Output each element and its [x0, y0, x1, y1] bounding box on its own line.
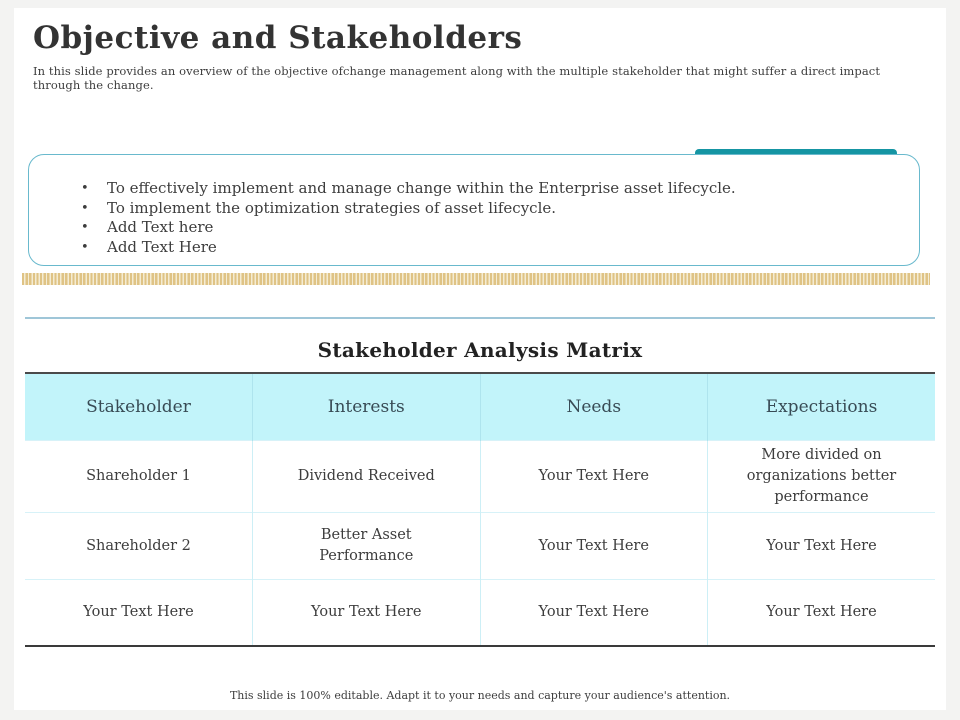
gold-striped-divider — [22, 273, 930, 285]
table-cell: Your Text Here — [708, 580, 936, 647]
table-cell: Your Text Here — [480, 580, 708, 647]
table-row — [25, 441, 935, 513]
objective-box — [28, 154, 920, 266]
objective-bullet: • To effectively implement and manage change within the Enterprise asset lifecycle. — [81, 179, 919, 199]
column-header-expectations: Expectations — [708, 373, 936, 441]
horizontal-rule — [25, 317, 935, 319]
table-cell: Your Text Here — [480, 441, 708, 513]
table-row — [25, 580, 935, 647]
table-cell: Your Text Here — [253, 580, 481, 647]
column-header-needs: Needs — [480, 373, 708, 441]
stakeholder-matrix-table — [25, 372, 935, 647]
table-cell: Shareholder 2 — [25, 513, 253, 580]
slide-canvas — [14, 8, 946, 710]
column-header-interests: Interests — [253, 373, 481, 441]
table-cell: Dividend Received — [253, 441, 481, 513]
editable-note: This slide is 100% editable. Adapt it to your needs and capture your audience's attention. — [229, 689, 731, 702]
table-cell: Your Text Here — [480, 513, 708, 580]
table-header-row — [25, 373, 935, 441]
page-title: Objective and Stakeholders — [33, 20, 523, 56]
table-cell: More divided on organizations better performance — [708, 441, 936, 513]
matrix-title: Stakeholder Analysis Matrix — [317, 338, 643, 362]
objective-bullet-list — [29, 155, 919, 257]
page-subtitle: In this slide provides an overview of the objective ofchange management along with the multiple stakeholder that might suffer a direct impact through the change. — [33, 64, 881, 92]
column-header-stakeholder: Stakeholder — [25, 373, 253, 441]
table-cell: Your Text Here — [708, 513, 936, 580]
objective-bullet: • To implement the optimization strategies of asset lifecycle. — [81, 199, 919, 219]
table-cell: Better Asset Performance — [253, 513, 481, 580]
objective-bullet: • Add Text here — [81, 218, 919, 238]
table-cell: Shareholder 1 — [25, 441, 253, 513]
table-cell: Your Text Here — [25, 580, 253, 647]
objective-bullet: • Add Text Here — [81, 238, 919, 258]
table-row — [25, 513, 935, 580]
